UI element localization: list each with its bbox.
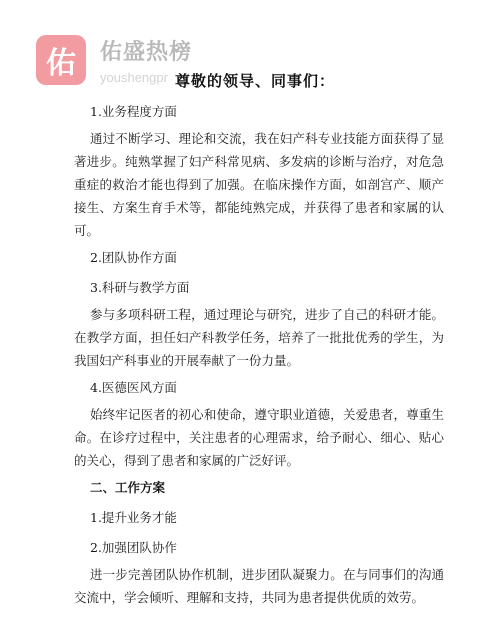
section-paragraph: 参与多项科研工程，通过理论与研究，进步了自己的科研才能。在教学方面，担任妇产科教学任务，培养了一批批优秀的学生，为我国妇产科事业的开展奉献了一份力量。 xyxy=(74,307,444,368)
section-paragraph: 通过不断学习、理论和交流，我在妇产科专业技能方面获得了显著进步。纯熟掌握了妇产科常见病、多发病的诊断与治疗，对危急重症的救治才能也得到了加强。在临床操作方面，如剖宫产、顺产接生、方案生育手术等，都能纯熟完成，并获得了患者和家属的认可。 xyxy=(74,131,444,238)
plan-item: 1.提升业务才能 xyxy=(90,510,177,525)
document-body xyxy=(74,100,444,613)
watermark-logo: 佑 xyxy=(36,35,86,85)
plan-item: 2.加强团队协作 xyxy=(90,540,177,555)
section-heading: 4.医德医风方面 xyxy=(90,380,177,395)
watermark-subtext: youshengpr xyxy=(100,70,168,85)
watermark-name: 佑盛热榜 xyxy=(100,40,193,65)
section-paragraph: 始终牢记医者的初心和使命，遵守职业道德，关爱患者，尊重生命。在诊疗过程中，关注患者的心理需求，给予耐心、细心、贴心的关心，得到了患者和家属的广泛好评。 xyxy=(74,407,444,468)
part-heading: 二、工作方案 xyxy=(90,480,166,495)
plan-paragraph: 进一步完善团队协作机制，进步团队凝聚力。在与同事们的沟通交流中，学会倾听、理解和支持，共同为患者提供优质的效劳。 xyxy=(74,567,444,605)
section-heading: 2.团队协作方面 xyxy=(90,250,177,265)
watermark xyxy=(36,35,192,85)
section-heading: 3.科研与教学方面 xyxy=(90,280,190,295)
document-title: 尊敬的领导、同事们： xyxy=(175,72,336,90)
section-heading: 1.业务程度方面 xyxy=(90,104,177,119)
